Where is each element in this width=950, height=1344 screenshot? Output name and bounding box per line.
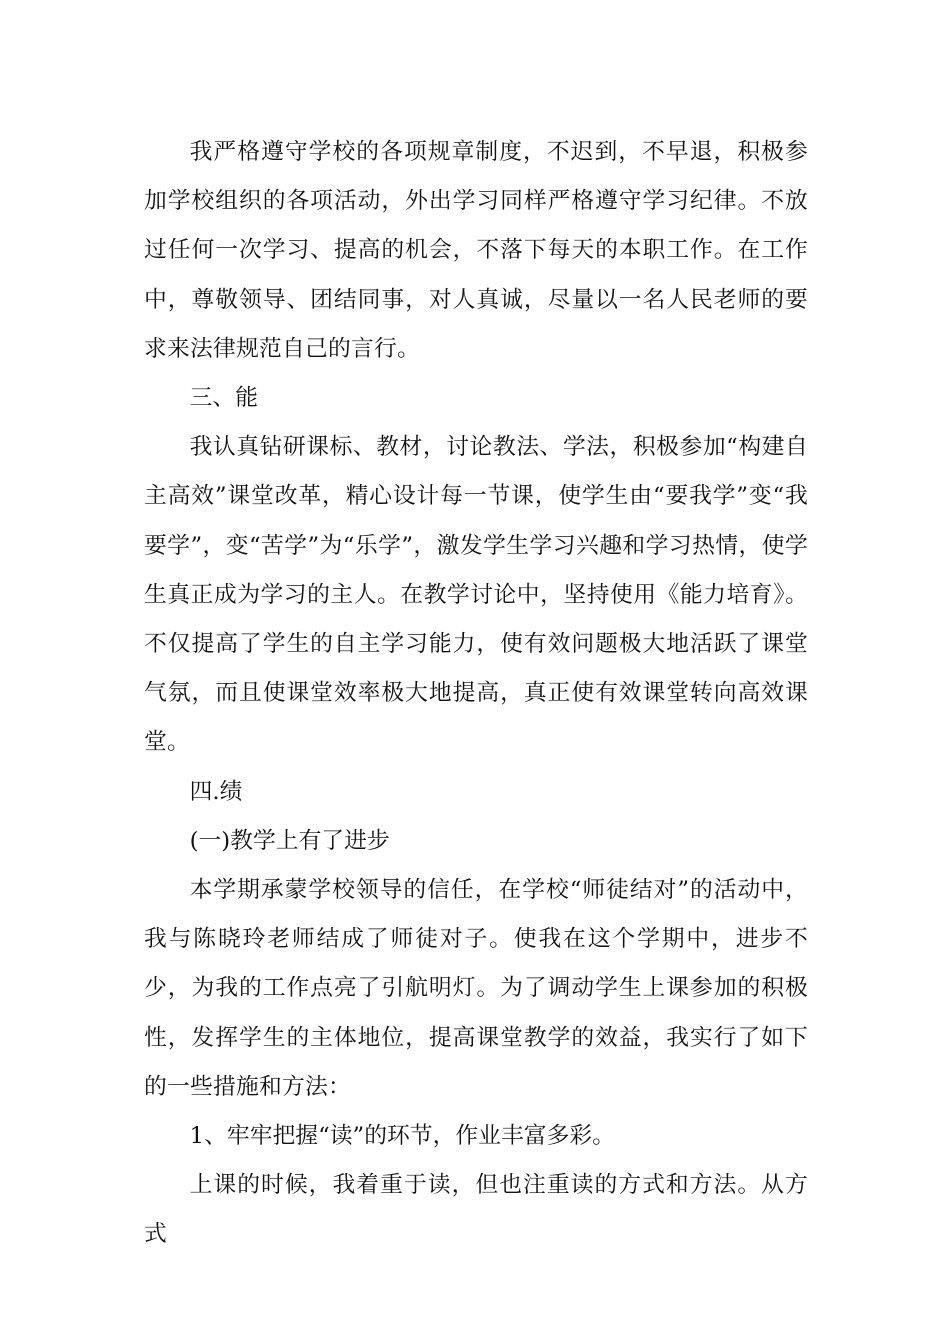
document-page [144,128,808,1260]
paragraph-discipline: 我严格遵守学校的各项规章制度，不迟到，不早退，积极参加学校组织的各项活动，外出学习同样严格遵守学习纪律。不放过任何一次学习、提高的机会，不落下每天的本职工作。在工作中，尊敬领导、团结同事，对人真诚，尽量以一名人民老师的要求来法律规范自己的言行。 [144,139,808,362]
section-heading-achievement: 四.绩 [189,778,243,805]
section-heading-ability: 三、能 [189,385,258,412]
paragraph-teaching-research: 我认真钻研课标、教材，讨论教法、学法，积极参加“构建自主高效”课堂改革，精心设计每一节课，使学生由“要我学”变“我要学”，变“苦学”为“乐学”，激发学生学习兴趣和学习热情，使学生真正成为学习的主人。在教学讨论中，坚持使用《能力培育》。不仅提高了学生的自主学习能力，使有效问题极大地活跃了课堂气氛，而且使课堂效率极大地提高，真正使有效课堂转向高效课堂。 [144,434,808,756]
paragraph-mentorship: 本学期承蒙学校领导的信任，在学校“师徒结对”的活动中，我与陈晓玲老师结成了师徒对子。使我在这个学期中，进步不少，为我的工作点亮了引航明灯。为了调动学生上课参加的积极性，发挥学生的主体地位，提高课堂教学的效益，我实行了如下的一些措施和方法： [144,877,808,1100]
paragraph-reading-method: 上课的时候，我着重于读，但也注重读的方式和方法。从方式 [144,1172,808,1248]
subsection-heading-teaching-progress: (一)教学上有了进步 [189,827,390,854]
item-heading-reading: 1、牢牢把握“读”的环节，作业丰富多彩。 [189,1123,615,1150]
